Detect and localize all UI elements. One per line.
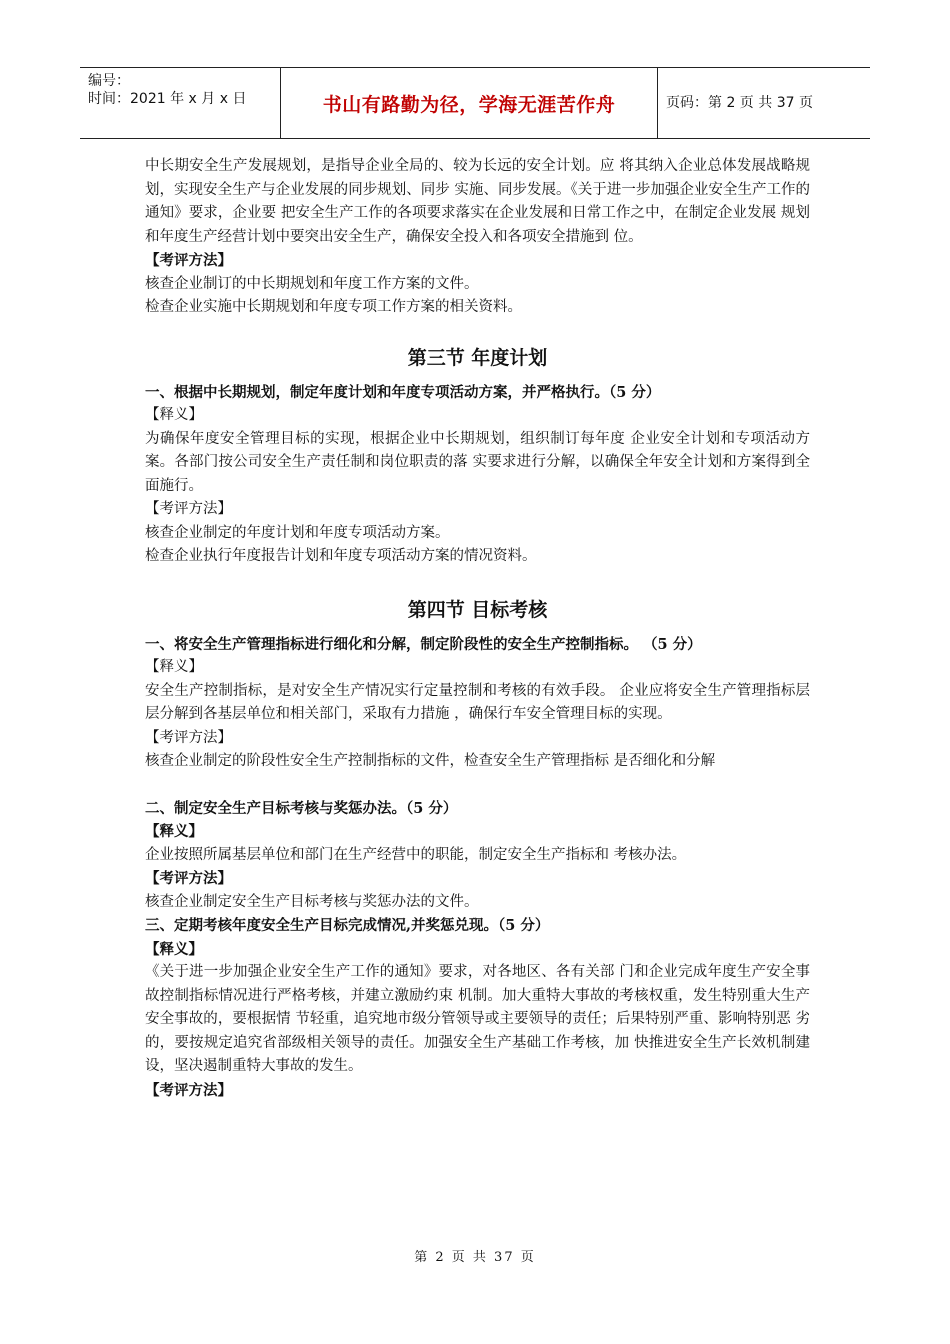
body-line: 检查企业实施中长期规划和年度专项工作方案的相关资料。	[145, 299, 522, 315]
page-footer: 第 2 页 共 37 页	[414, 1250, 536, 1265]
header-left-cell	[80, 68, 281, 138]
method-label: 【考评方法】	[145, 729, 232, 746]
explain-label: 【释义】	[145, 659, 203, 675]
header-motto: 书山有路勤为径，学海无涯苦作舟	[322, 93, 616, 116]
header-page-info: 页码：第 2 页 共 37 页	[666, 95, 813, 111]
body-line: 核查企业制订的中长期规划和年度工作方案的文件。	[145, 275, 479, 292]
method-label: 【考评方法】	[145, 252, 232, 269]
header-motto-cell	[281, 68, 658, 138]
body-line: 核查企业制定的年度计划和年度专项活动方案。	[145, 524, 450, 541]
method-label: 【考评方法】	[145, 501, 232, 517]
item-heading: 二、制定安全生产目标考核与奖惩办法。（5 分）	[145, 799, 458, 817]
method-label: 【考评方法】	[145, 870, 232, 887]
body-line: 核查企业制定安全生产目标考核与奖惩办法的文件。	[145, 893, 479, 910]
item-heading: 一、根据中长期规划，制定年度计划和年度专项活动方案，并严格执行。（5 分）	[145, 383, 661, 401]
body-paragraph: 中长期安全生产发展规划，是指导企业全局的、较为长远的安全计划。应 将其纳入企业总体发展战略规划，实现安全生产与企业发展的同步规划、同步 实施、同步发展。《关于进一步加强企业安全生产工作的通知》要求，企业要 把安全生产工作的各项要求落实在企业发展和日常工作之中，在制定企业发展 规划和年度生产经营计划中要突出安全生产，确保安全投入和各项安全措施到 位。	[145, 158, 810, 245]
explain-label: 【释义】	[145, 823, 203, 840]
explain-label: 【释义】	[145, 407, 203, 423]
body-paragraph: 企业按照所属基层单位和部门在生产经营中的职能，制定安全生产指标和 考核办法。	[145, 846, 687, 863]
explain-label: 【释义】	[145, 940, 203, 958]
page-header	[80, 67, 870, 139]
method-label: 【考评方法】	[145, 1081, 232, 1099]
item-heading: 一、将安全生产管理指标进行细化和分解，制定阶段性的安全生产控制指标。 （5 分）	[145, 635, 702, 653]
body-paragraph: 核查企业制定的阶段性安全生产控制指标的文件，检查安全生产管理指标 是否细化和分解	[145, 753, 716, 769]
body-paragraph: 安全生产控制指标，是对安全生产情况实行定量控制和考核的有效手段。 企业应将安全生产管理指标层层分解到各基层单位和相关部门，采取有力措施 ，确保行车安全管理目标的实现。	[145, 682, 810, 722]
section-title: 第四节 目标考核	[407, 598, 548, 621]
page-content	[145, 155, 810, 1102]
body-paragraph: 为确保年度安全管理目标的实现，根据企业中长期规划，组织制订每年度 企业安全计划和专项活动方案。各部门按公司安全生产责任制和岗位职责的落 实要求进行分解，以确保全年安全计划和方案得到全面施行。	[145, 430, 810, 494]
document-number-label: 编号：	[88, 73, 130, 89]
item-heading: 三、定期考核年度安全生产目标完成情况,并奖惩兑现。（5 分）	[145, 917, 550, 934]
header-page-cell	[658, 68, 870, 138]
document-date-label: 时间：2021 年 x 月 x 日	[88, 91, 247, 107]
section-title: 第三节 年度计划	[407, 346, 548, 369]
body-paragraph: 《关于进一步加强企业安全生产工作的通知》要求，对各地区、各有关部 门和企业完成年度生产安全事故控制指标情况进行严格考核，并建立激励约束 机制。加大重特大事故的考核权重，发生特别重大生产安全事故的，要根据情 节轻重，追究地市级分管领导或主要领导的责任；后果特别严重、影响特别恶 劣的，要按规定追究省部级相关领导的责任。加强安全生产基础工作考核，加 快推进安全生产长效机制建设，坚决遏制重特大事故的发生。	[145, 964, 810, 1074]
body-line: 检查企业执行年度报告计划和年度专项活动方案的情况资料。	[145, 548, 537, 564]
